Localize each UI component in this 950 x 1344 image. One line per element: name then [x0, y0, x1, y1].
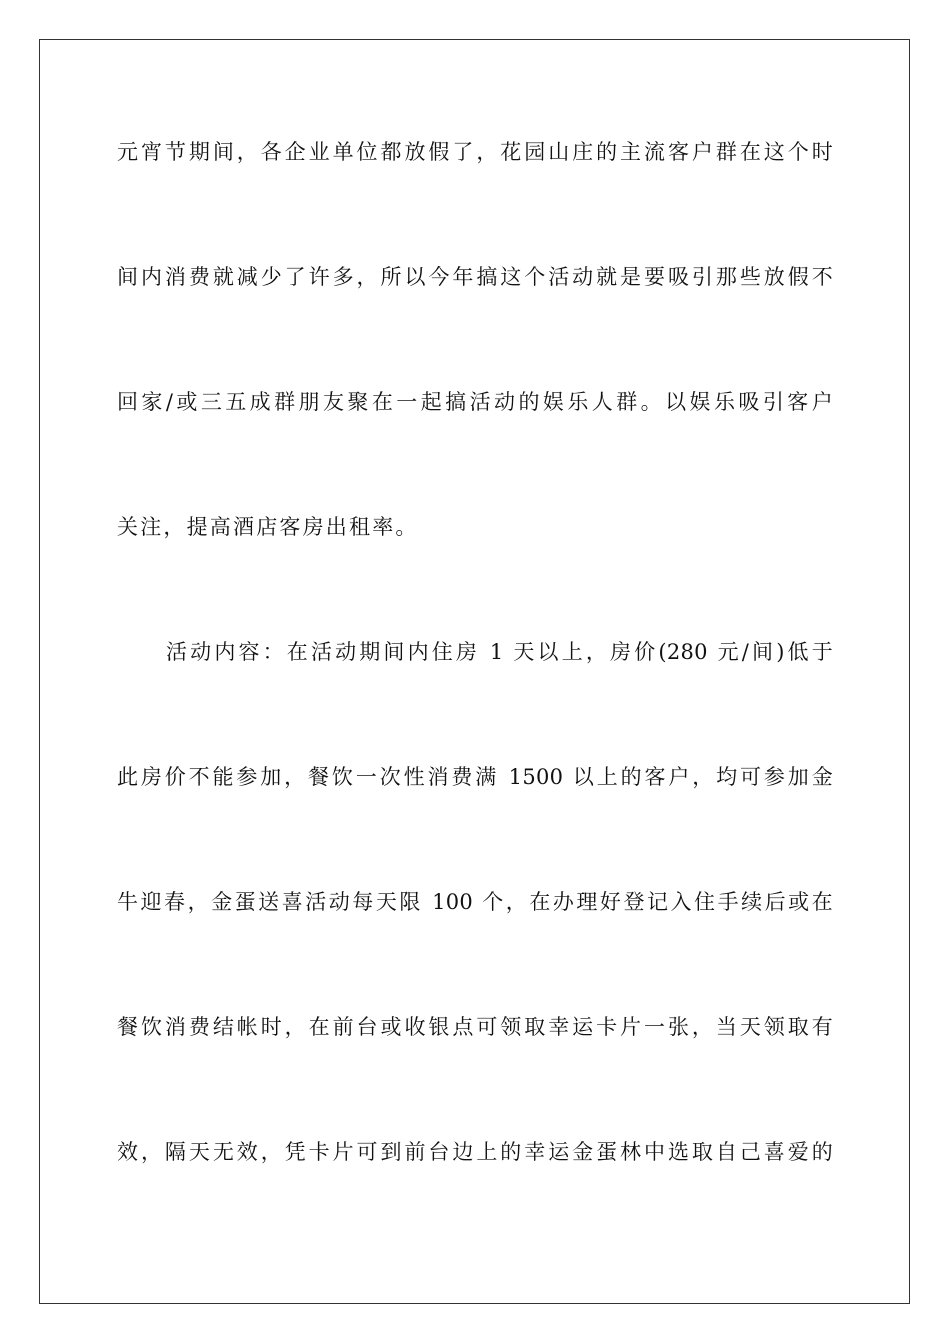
paragraph-1-line-2: 间内消费就减少了许多，所以今年搞这个活动就是要吸引那些放假不 [117, 265, 833, 289]
page-border [39, 39, 910, 1304]
paragraph-1-line-1: 元宵节期间，各企业单位都放假了，花园山庄的主流客户群在这个时 [117, 140, 833, 164]
paragraph-1-line-3: 回家/或三五成群朋友聚在一起搞活动的娱乐人群。以娱乐吸引客户 [117, 390, 833, 414]
paragraph-2-line-3: 牛迎春，金蛋送喜活动每天限 100 个，在办理好登记入住手续后或在 [117, 890, 833, 914]
paragraph-2-line-5: 效，隔天无效，凭卡片可到前台边上的幸运金蛋林中选取自己喜爱的 [117, 1140, 833, 1164]
paragraph-1-line-4: 关注，提高酒店客房出租率。 [117, 515, 419, 539]
paragraph-2-line-4: 餐饮消费结帐时，在前台或收银点可领取幸运卡片一张，当天领取有 [117, 1015, 833, 1039]
paragraph-2-line-1: 活动内容：在活动期间内住房 1 天以上，房价(280 元/间)低于 [166, 640, 833, 664]
paragraph-2-line-2: 此房价不能参加，餐饮一次性消费满 1500 以上的客户，均可参加金 [117, 765, 833, 789]
